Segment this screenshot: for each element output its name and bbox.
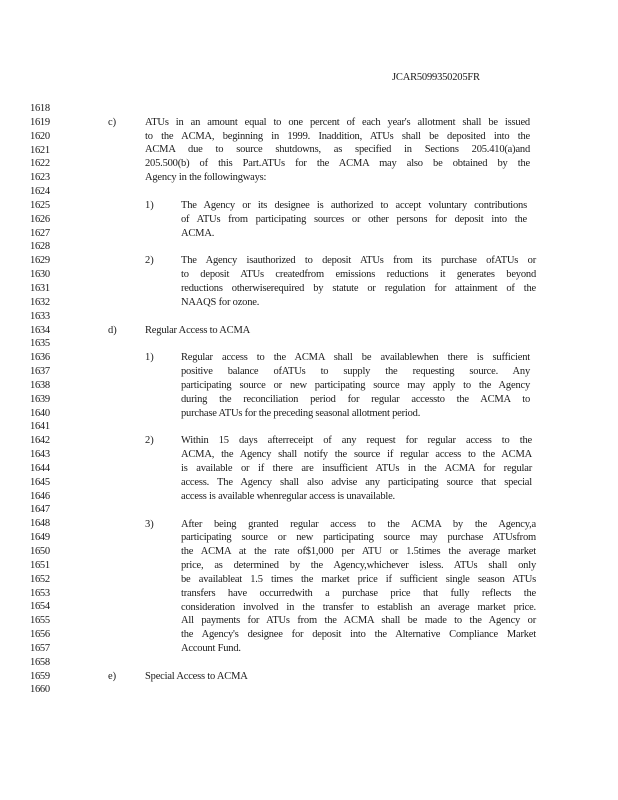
text-line: the ACMA at the rate of$1,000 per ATU or 1.5times the average market (181, 546, 536, 558)
item-d1-body (181, 351, 530, 420)
text-line: access. The Agency shall also advise any participating source that special (181, 476, 532, 488)
text-line: to deposit ATUs createdfrom emissions reductions it generates beyond (181, 269, 536, 281)
line-number: 1640 (30, 407, 50, 419)
document-id-header: JCAR5099350205FR (392, 72, 480, 83)
text-line: ACMA. (181, 227, 215, 239)
item-d2-body (181, 434, 532, 503)
line-number: 1624 (30, 186, 50, 198)
text-line: NAAQS for ozone. (181, 296, 260, 308)
line-number: 1619 (30, 116, 50, 128)
line-number: 1649 (30, 532, 50, 544)
text-line: transfers have occurredwith a purchase price that fully reflects the (181, 587, 536, 599)
line-number: 1629 (30, 255, 50, 267)
section-d-heading: Regular Access to ACMA (145, 324, 250, 336)
line-number: 1637 (30, 366, 50, 378)
line-number: 1651 (30, 559, 50, 571)
line-number: 1627 (30, 227, 50, 239)
line-number: 1618 (30, 103, 50, 114)
line-number: 1655 (30, 615, 50, 627)
text-line: purchase ATUs for the preceding seasonal allotment period. (181, 407, 421, 419)
line-number: 1645 (30, 476, 50, 488)
text-line: is available or if there are insufficient ATUs in the ACMA for regular (181, 463, 532, 475)
line-number: 1631 (30, 282, 50, 294)
item-d3-label: 3) (145, 518, 154, 530)
text-line: After being granted regular access to the ACMA by the Agency,a (181, 518, 536, 530)
line-number: 1638 (30, 379, 50, 391)
line-number: 1642 (30, 435, 50, 447)
line-number: 1656 (30, 629, 50, 641)
text-line: the Agency's designee for deposit into the Alternative Compliance Market (181, 629, 536, 641)
section-e-label: e) (108, 671, 117, 682)
line-number: 1646 (30, 490, 50, 502)
line-number: 1643 (30, 449, 50, 461)
text-line: reductions otherwiserequired by statute or regulation for attainment of the (181, 283, 536, 295)
item-d3-body (181, 518, 536, 656)
line-number: 1644 (30, 462, 50, 474)
line-number: 1626 (30, 213, 50, 225)
line-number: 1654 (30, 601, 50, 613)
line-number: 1633 (30, 310, 50, 322)
line-number: 1647 (30, 504, 50, 516)
line-number: 1660 (30, 684, 50, 696)
text-line: of ATUs from participating sources or other persons for deposit into the (181, 213, 527, 225)
text-line: All payments for ATUs from the ACMA shall be made to the Agency or (181, 615, 536, 627)
line-number: 1621 (30, 144, 50, 156)
line-number: 1648 (30, 518, 50, 530)
text-line: participating source or new participating source may apply to the Agency (181, 379, 530, 391)
item-c1-body (181, 199, 527, 241)
line-number: 1635 (30, 338, 50, 350)
text-line: participating source or new participating source may purchase ATUsfrom (181, 532, 536, 544)
text-line: ACMA due to source shutdowns, as specified in Sections 205.410(a)and (145, 144, 530, 156)
line-number-column (30, 102, 50, 697)
item-c1-label: 1) (145, 200, 154, 211)
line-number: 1628 (30, 241, 50, 253)
line-number: 1622 (30, 158, 50, 170)
line-number: 1630 (30, 269, 50, 281)
text-line: to the ACMA, beginning in 1999. Inaddition, ATUs shall be deposited into the (145, 130, 530, 142)
text-line: ATUs in an amount equal to one percent of each year's allotment shall be issued (145, 116, 530, 128)
line-number: 1625 (30, 199, 50, 211)
section-c-body (145, 116, 530, 185)
line-number: 1632 (30, 296, 50, 308)
line-number: 1650 (30, 546, 50, 557)
section-e-heading: Special Access to ACMA (145, 671, 248, 682)
text-line: price, as determined by the Agency,whichever isless. ATUs shall only (181, 560, 536, 572)
item-d2-label: 2) (145, 435, 154, 447)
text-line: Account Fund. (181, 643, 241, 655)
line-number: 1658 (30, 656, 50, 668)
line-number: 1641 (30, 421, 50, 433)
line-number: 1623 (30, 172, 50, 184)
item-c2-label: 2) (145, 255, 154, 267)
text-line: 205.500(b) of this Part.ATUs for the ACMA may also be obtained by the (145, 158, 530, 170)
text-line: access is available whenregular access is unavailable. (181, 490, 395, 502)
line-number: 1657 (30, 642, 50, 654)
text-line: positive balance ofATUs to supply the requesting source. Any (181, 366, 530, 378)
text-line: be availableat 1.5 times the market price if sufficient single season ATUs (181, 573, 536, 585)
section-c-label: c) (108, 116, 117, 128)
line-number: 1659 (30, 670, 50, 682)
text-line: during the reconciliation period for regular accessto the ACMA to (181, 393, 530, 405)
line-number: 1639 (30, 393, 50, 405)
line-number: 1634 (30, 324, 50, 336)
text-line: Within 15 days afterreceipt of any request for regular access to the (181, 435, 532, 447)
item-d1-label: 1) (145, 352, 154, 364)
text-line: Agency in the followingways: (145, 172, 267, 184)
text-line: consideration involved in the transfer to establish an average market price. (181, 601, 536, 613)
line-number: 1653 (30, 587, 50, 599)
text-line: ACMA, the Agency shall notify the source if regular access to the ACMA (181, 449, 532, 461)
section-d-label: d) (108, 324, 117, 336)
line-number: 1652 (30, 573, 50, 585)
item-c2-body (181, 254, 536, 309)
text-line: Regular access to the ACMA shall be availablewhen there is sufficient (181, 352, 530, 364)
text-line: The Agency or its designee is authorized to accept voluntary contributions (181, 200, 527, 211)
line-number: 1620 (30, 130, 50, 142)
text-line: The Agency isauthorized to deposit ATUs from its purchase ofATUs or (181, 255, 536, 267)
line-number: 1636 (30, 352, 50, 364)
